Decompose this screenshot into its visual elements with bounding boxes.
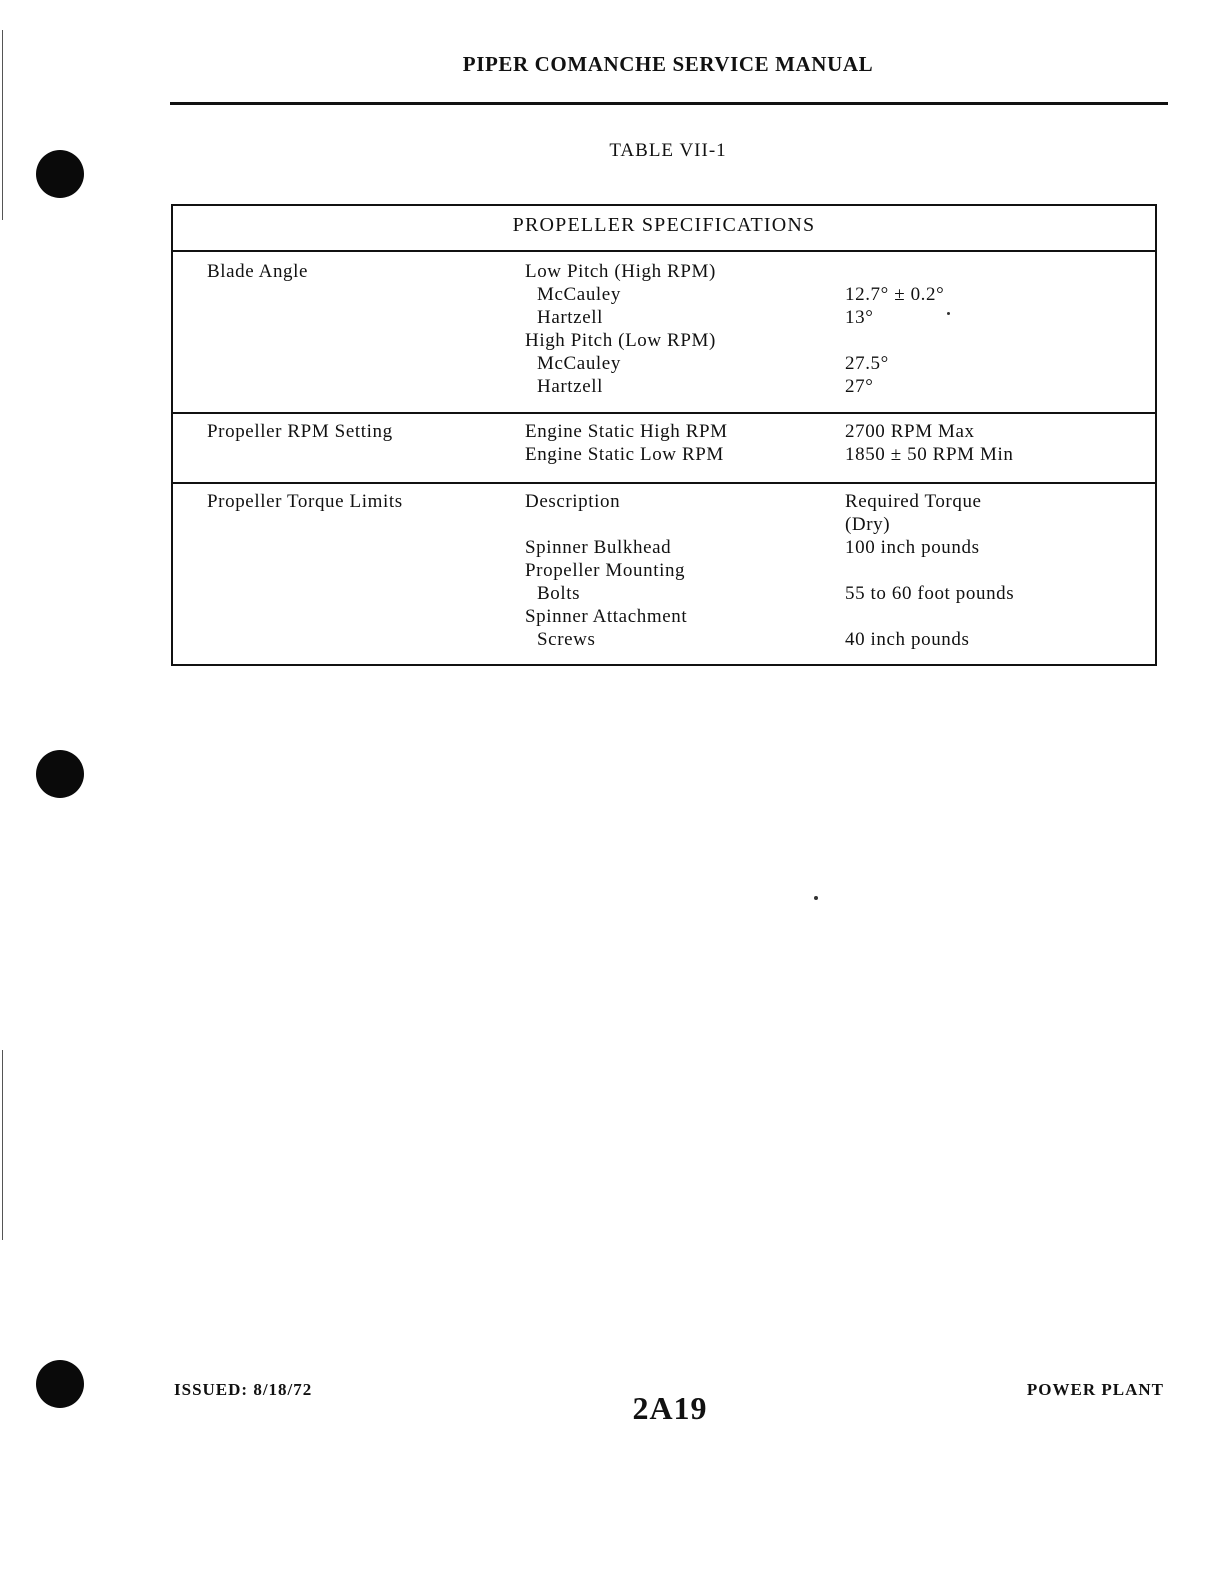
table-row-rpm-setting — [173, 414, 1155, 484]
header-rule — [170, 102, 1168, 105]
value-line — [845, 260, 1145, 283]
table-row-torque-limits — [173, 484, 1155, 664]
value-line: 27° — [845, 376, 874, 397]
value-line: Required Torque — [845, 491, 982, 512]
value-line — [845, 559, 1145, 582]
value-line: (Dry) — [845, 514, 891, 535]
row-descriptions — [525, 260, 825, 398]
row-descriptions — [525, 490, 825, 651]
desc-line: High Pitch (Low RPM) — [525, 330, 716, 351]
desc-line: Engine Static Low RPM — [525, 444, 724, 465]
scan-edge-mark — [2, 1050, 3, 1240]
value-line — [845, 329, 1145, 352]
row-label: Blade Angle — [207, 261, 309, 282]
row-values — [845, 260, 1145, 398]
desc-line: Propeller Mounting — [525, 560, 686, 581]
desc-line: Hartzell — [537, 376, 603, 397]
desc-line: Engine Static High RPM — [525, 421, 728, 442]
desc-line: Screws — [537, 629, 596, 650]
desc-line — [525, 513, 825, 536]
row-label: Propeller Torque Limits — [207, 491, 403, 512]
desc-line: Hartzell — [537, 307, 603, 328]
section-name: POWER PLANT — [1026, 1380, 1164, 1399]
value-line — [845, 605, 1145, 628]
page-number: 2A19 — [632, 1390, 708, 1426]
value-line: 13° — [845, 307, 874, 328]
row-values — [845, 490, 1145, 651]
desc-line: Description — [525, 491, 621, 512]
row-values — [845, 420, 1145, 466]
value-line: 12.7° ± 0.2° — [845, 284, 945, 305]
value-line: 2700 RPM Max — [845, 421, 975, 442]
table-row-blade-angle — [173, 252, 1155, 414]
manual-title: PIPER COMANCHE SERVICE MANUAL — [462, 52, 874, 76]
desc-line: Spinner Bulkhead — [525, 537, 672, 558]
binder-hole-top — [36, 150, 84, 198]
row-descriptions — [525, 420, 825, 466]
binder-hole-middle — [36, 750, 84, 798]
row-label: Propeller RPM Setting — [207, 421, 393, 442]
desc-line: Spinner Attachment — [525, 606, 688, 627]
issued-date: ISSUED: 8/18/72 — [174, 1380, 313, 1399]
value-line: 55 to 60 foot pounds — [845, 583, 1015, 604]
propeller-spec-table — [171, 204, 1157, 666]
desc-line: McCauley — [537, 353, 621, 374]
scan-edge-mark — [2, 30, 3, 220]
desc-line: McCauley — [537, 284, 621, 305]
value-line: 27.5° — [845, 353, 889, 374]
scan-speck — [814, 896, 818, 900]
desc-line: Low Pitch (High RPM) — [525, 261, 716, 282]
table-number: TABLE VII-1 — [609, 140, 727, 161]
value-line: 40 inch pounds — [845, 629, 970, 650]
value-line: 100 inch pounds — [845, 537, 980, 558]
table-title: PROPELLER SPECIFICATIONS — [173, 206, 1155, 252]
value-line: 1850 ± 50 RPM Min — [845, 444, 1014, 465]
desc-line: Bolts — [537, 583, 581, 604]
